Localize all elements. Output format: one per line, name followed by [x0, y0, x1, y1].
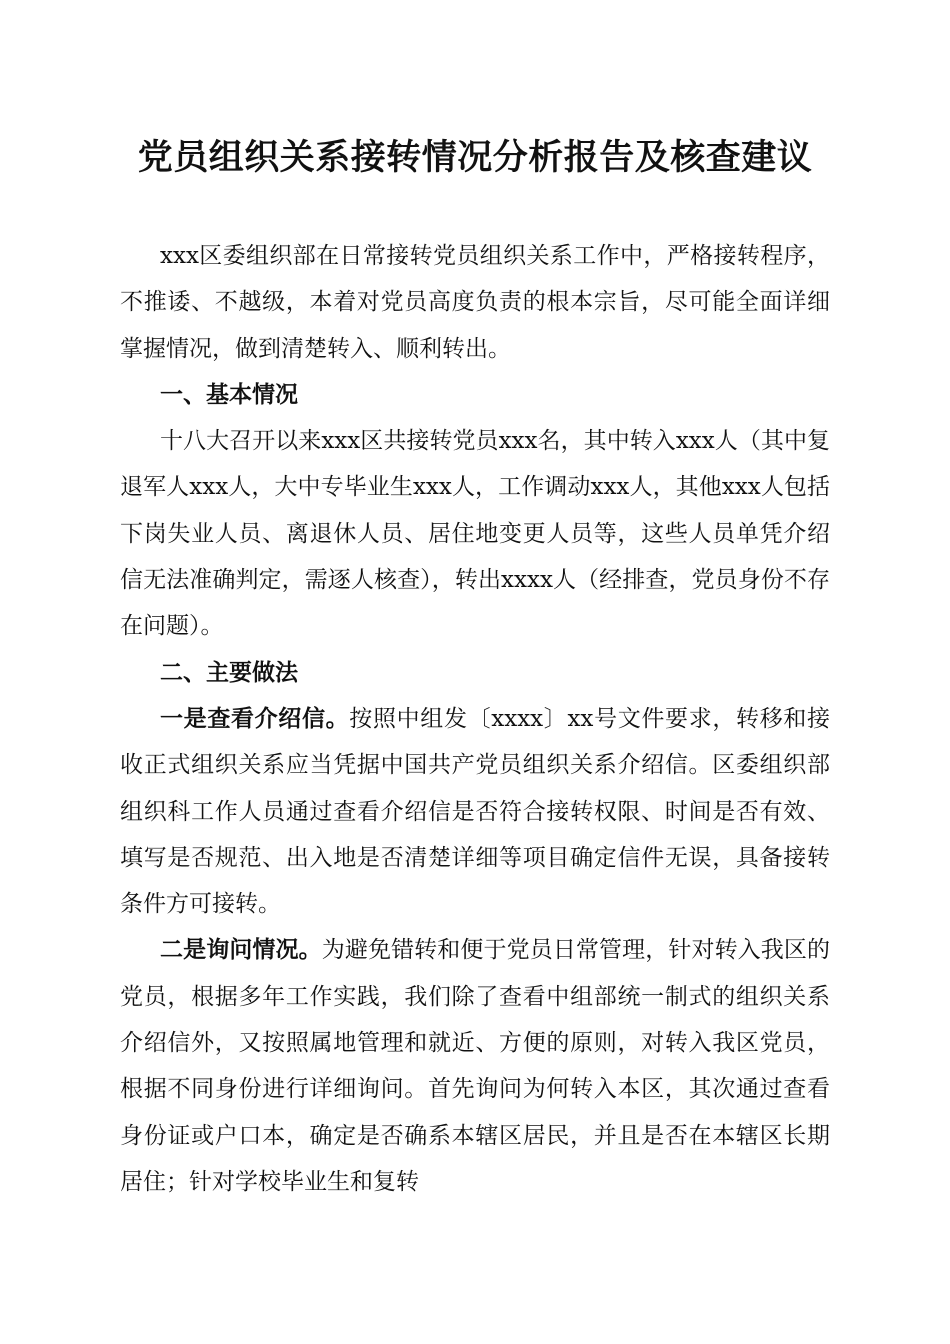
- practice-item-1-text: 按照中组发〔xxxx〕xx号文件要求，转移和接收正式组织关系应当凭据中国共产党员组织关系介绍信。区委组织部组织科工作人员通过查看介绍信是否符合接转权限、时间是否有效、填写是否规范、出入地是否清楚详细等项目确定信件无误，具备接转条件方可接转。: [120, 705, 831, 918]
- practice-item-1-lead: 一是查看介绍信。: [160, 704, 350, 732]
- basic-situation-paragraph: 十八大召开以来xxx区共接转党员xxx名，其中转入xxx人（其中复退军人xxx人，大中专毕业生xxx人，工作调动xxx人，其他xxx人包括下岗失业人员、离退休人员、居住地变更人员等，这些人员单凭介绍信无法准确判定，需逐人核查），转出xxxx人（经排查，党员身份不存在问题）。: [120, 428, 830, 640]
- document-body: [120, 233, 830, 1205]
- section-heading-main-practices: 二、主要做法: [160, 659, 298, 686]
- practice-item-1: [120, 696, 830, 927]
- practice-item-2: [120, 927, 830, 1205]
- section-heading-basic-situation: 一、基本情况: [160, 381, 298, 408]
- practice-item-2-text: 为避免错转和便于党员日常管理，针对转入我区的党员，根据多年工作实践，我们除了查看中组部统一制式的组织关系介绍信外，又按照属地管理和就近、方便的原则，对转入我区党员，根据不同身份进行详细询问。首先询问为何转入本区，其次通过查看身份证或户口本，确定是否确系本辖区居民，并且是否在本辖区长期居住；针对学校毕业生和复转: [120, 937, 831, 1195]
- intro-paragraph: xxx区委组织部在日常接转党员组织关系工作中，严格接转程序，不推诿、不越级，本着对党员高度负责的根本宗旨，尽可能全面详细掌握情况，做到清楚转入、顺利转出。: [120, 243, 830, 362]
- document-title: 党员组织关系接转情况分析报告及核查建议: [137, 137, 813, 178]
- practice-item-2-lead: 二是询问情况。: [160, 936, 322, 964]
